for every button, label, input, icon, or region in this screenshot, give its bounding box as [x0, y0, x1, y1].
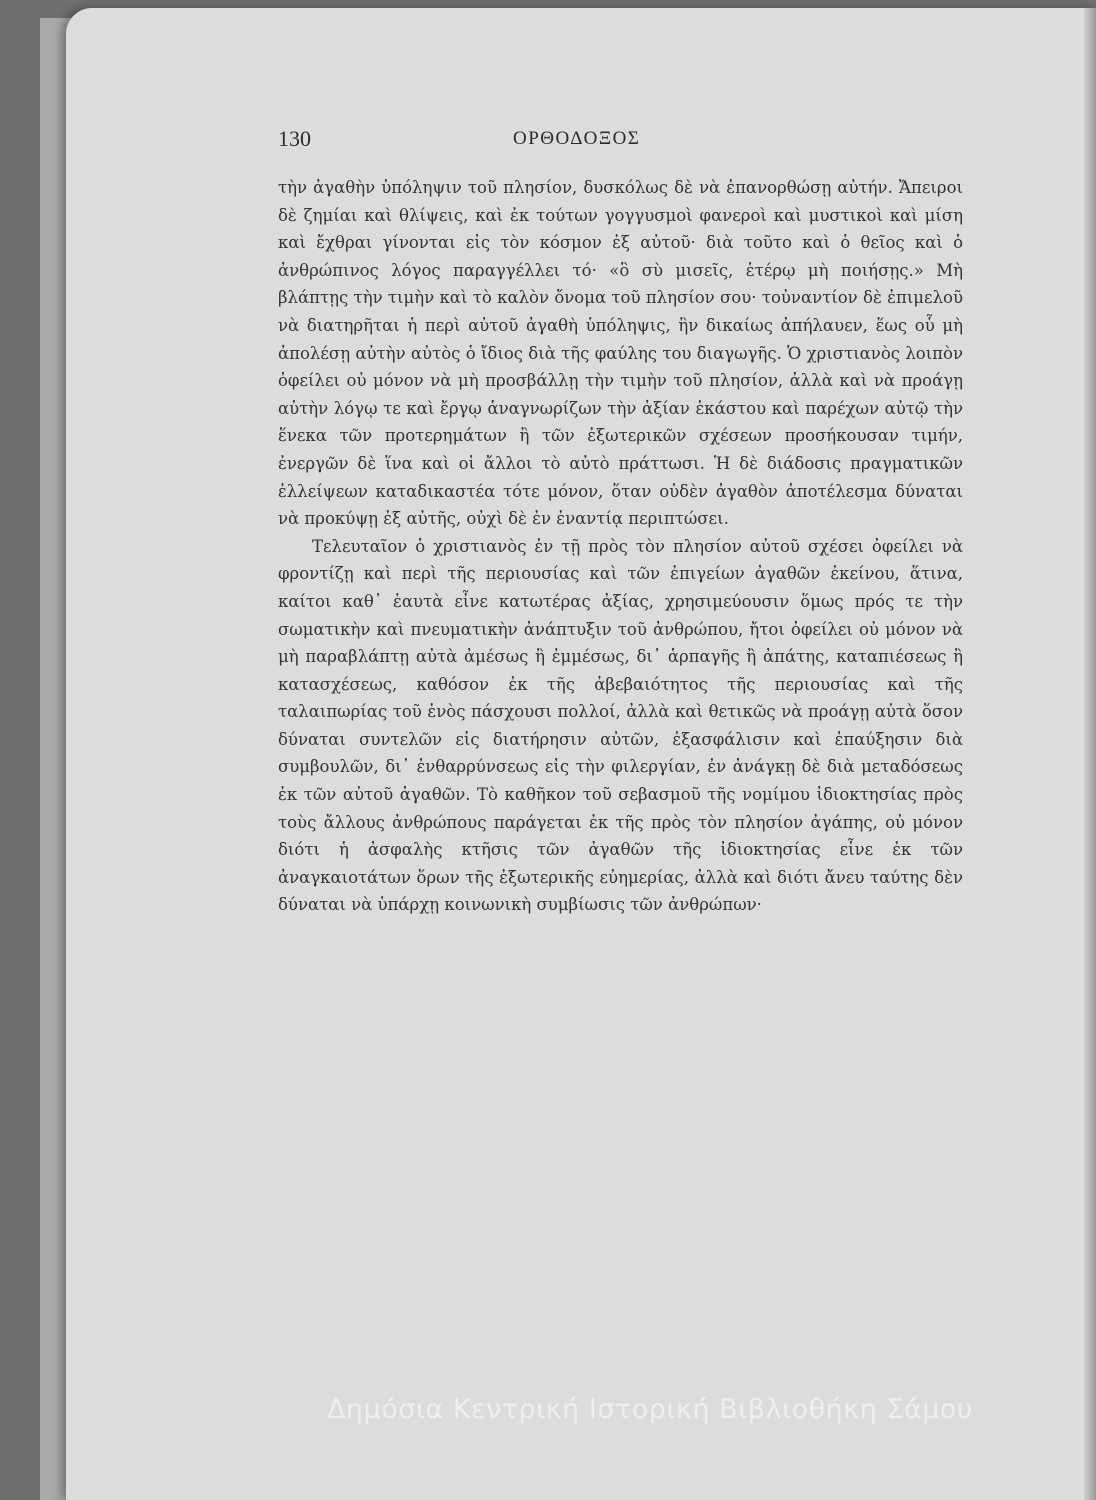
- paragraph-1: τὴν ἀγαθὴν ὑπόληψιν τοῦ πλησίον, δυσκόλως δὲ νὰ ἐπανορθώσῃ αὐτήν. Ἄπειροι δὲ ζημίαι καὶ θλίψεις, καὶ ἐκ τούτων γογγυσμοὶ φανεροὶ καὶ μυστικοὶ καὶ μίση καὶ ἔχθραι γίνονται εἰς τὸν κόσμον ἐξ αὐτοῦ· διὰ τοῦτο καὶ ὁ θεῖος καὶ ὁ ἀνθρώπινος λόγος παραγγέλλει τό· «ὃ σὺ μισεῖς, ἑτέρῳ μὴ ποιήσῃς.» Μὴ βλάπτῃς τὴν τιμὴν καὶ τὸ καλὸν ὄνομα τοῦ πλησίον σου· τοὐναντίον δὲ ἐπιμελοῦ νὰ διατηρῆται ἡ περὶ αὐτοῦ ἀγαθὴ ὑπόληψις, ἣν δικαίως ἀπήλαυεν, ἕως οὗ μὴ ἀπολέσῃ αὐτὴν αὐτὸς ὁ ἴδιος διὰ τῆς φαύλης του διαγωγῆς. Ὁ χριστιανὸς λοιπὸν ὀφείλει οὐ μόνον νὰ μὴ προσβάλλῃ τὴν τιμὴν τοῦ πλησίον, ἀλλὰ καὶ νὰ προάγῃ αὐτὴν λόγῳ τε καὶ ἔργῳ ἀναγνωρίζων τὴν ἀξίαν ἑκάστου καὶ παρέχων αὐτῷ τὴν ἕνεκα τῶν προτερημάτων ἢ τῶν ἐξωτερικῶν σχέσεων προσήκουσαν τιμήν, ἐνεργῶν δὲ ἵνα καὶ οἱ ἄλλοι τὸ αὐτὸ πράττωσι. Ἡ δὲ διάδοσις πραγματικῶν ἐλλείψεων καταδικαστέα τότε μόνον, ὅταν οὐδὲν ἀγαθὸν ἀποτέλεσμα δύναται νὰ προκύψῃ ἐξ αὐτῆς, οὐχὶ δὲ ἐν ἐναντίᾳ περιπτώσει.: [278, 178, 963, 529]
- page-number: 130: [278, 126, 311, 151]
- page-edge: [1084, 8, 1096, 1500]
- paragraph-2: Τελευταῖον ὁ χριστιανὸς ἐν τῇ πρὸς τὸν πλησίον αὐτοῦ σχέσει ὀφείλει νὰ φροντίζῃ καὶ περὶ τῆς περιουσίας καὶ τῶν ἐπιγείων ἀγαθῶν ἐκείνου, ἅτινα, καίτοι καθ᾽ ἑαυτὰ εἶνε κατωτέρας ἀξίας, χρησιμεύουσιν ὅμως πρός τε τὴν σωματικὴν καὶ πνευματικὴν ἀνάπτυξιν τοῦ ἀνθρώπου, ἤτοι ὀφείλει οὐ μόνον νὰ μὴ παραβλάπτῃ αὐτὰ ἀμέσως ἢ ἐμμέσως, δι᾽ ἁρπαγῆς ἢ ἀπάτης, καταπιέσεως ἢ κατασχέσεως, καθόσον ἐκ τῆς ἀβεβαιότητος τῆς περιουσίας καὶ τῆς ταλαιπωρίας τοῦ ἑνὸς πάσχουσι πολλοί, ἀλλὰ καὶ θετικῶς νὰ προάγῃ αὐτὰ ὅσον δύναται συντελῶν εἰς διατήρησιν αὐτῶν, ἐξασφάλισιν καὶ ἐπαύξησιν διὰ συμβουλῶν, δι᾽ ἐνθαρρύνσεως εἰς τὴν φιλεργίαν, ἐν ἀνάγκῃ δὲ διὰ μεταδόσεως ἐκ τῶν αὐτοῦ ἀγαθῶν. Τὸ καθῆκον τοῦ σεβασμοῦ τῆς νομίμου ἰδιοκτησίας πρὸς τοὺς ἄλλους ἀνθρώπους παράγεται ἐκ τῆς πρὸς τὸν πλησίον ἀγάπης, οὐ μόνον διότι ἡ ἀσφαλὴς κτῆσις τῶν ἀγαθῶν τῆς ἰδιοκτησίας εἶνε ἐκ τῶν ἀναγκαιοτάτων ὅρων τῆς ἐξωτερικῆς εὐημερίας, ἀλλὰ καὶ διότι ἄνευ ταύτης δὲν δύναται νὰ ὑπάρχῃ κοινωνικὴ συμβίωσις τῶν ἀνθρώπων·: [278, 536, 963, 915]
- page-header: [278, 126, 978, 156]
- library-watermark: Δημόσια Κεντρική Ιστορική Βιβλιοθήκη Σάμου: [326, 1394, 974, 1425]
- running-title: ΟΡΘΟΔΟΞΟΣ: [513, 128, 641, 149]
- body-text: [278, 174, 963, 919]
